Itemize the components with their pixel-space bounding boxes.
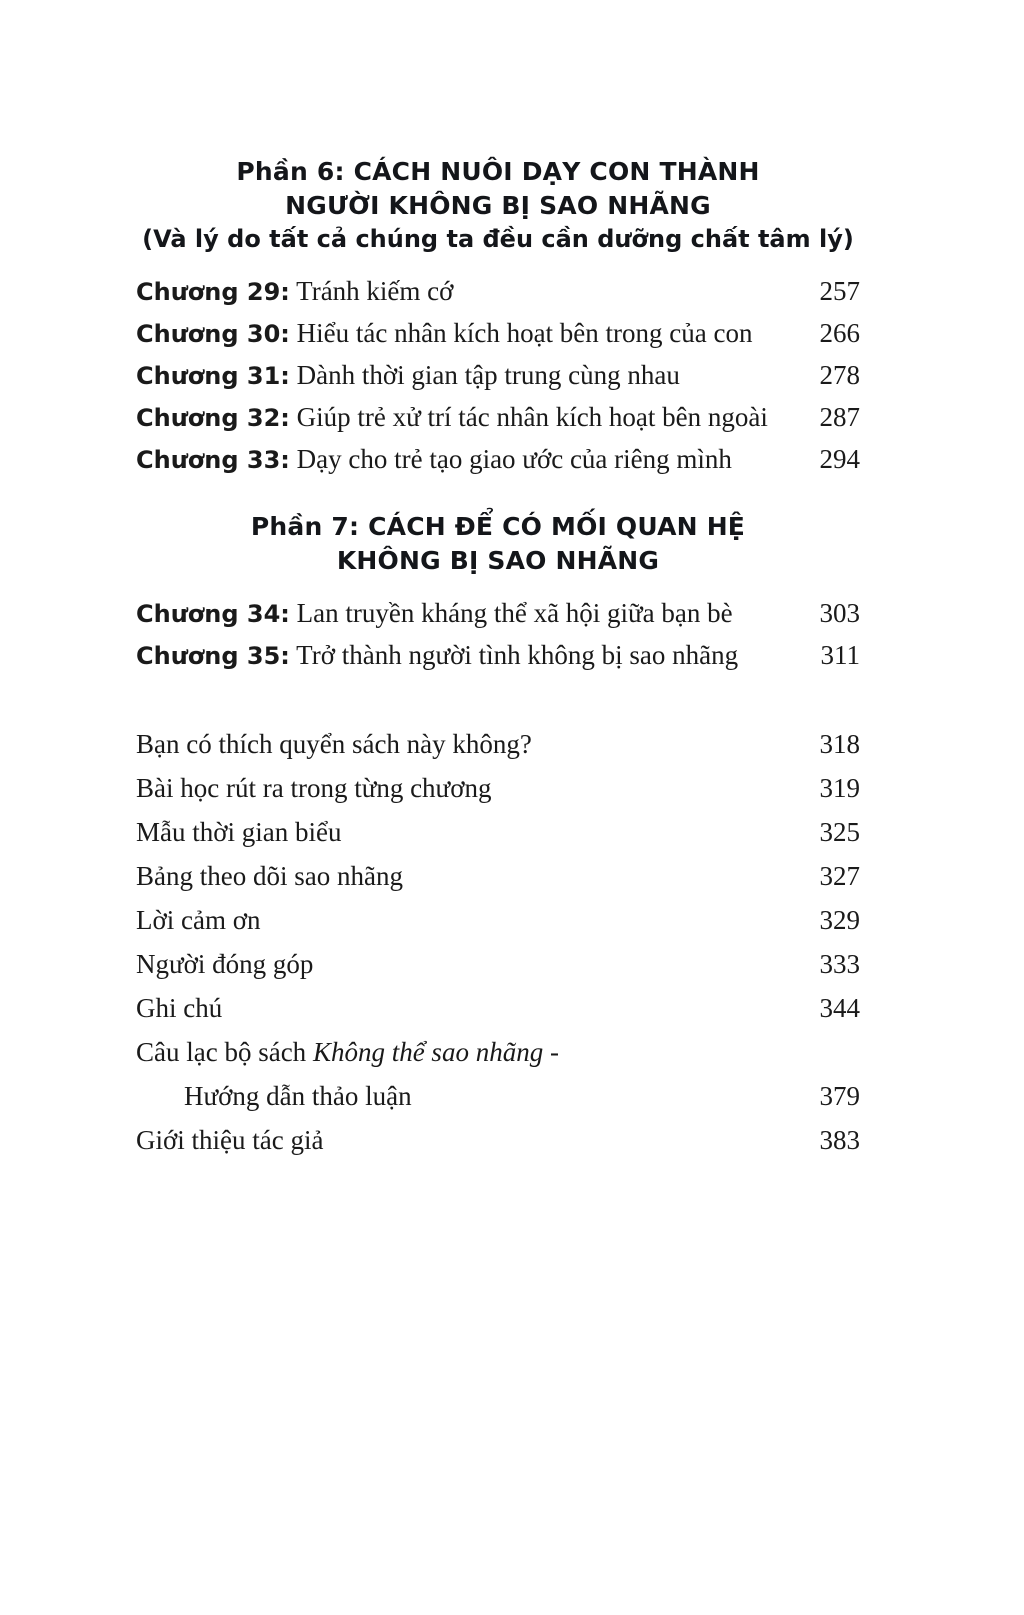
chapter-title: Lan truyền kháng thể xã hội giữa bạn bè: [296, 598, 733, 629]
chapter-number: Chương 33:: [136, 446, 290, 475]
toc-entry-label: [136, 438, 732, 480]
page-number: 266: [819, 317, 860, 348]
part-heading-6: [136, 155, 860, 256]
book-title-italic: Không thể sao nhãng: [312, 1037, 544, 1068]
backmatter-item[interactable]: [136, 1074, 860, 1118]
page-number: 327: [819, 861, 860, 892]
chapter-title: Giúp trẻ xử trí tác nhân kích hoạt bên ngoài: [296, 401, 768, 432]
chapter-number: Chương 29:: [136, 277, 290, 306]
backmatter-label-text: Câu lạc bộ sách: [136, 1037, 313, 1068]
part-heading-7-line-2: KHÔNG BỊ SAO NHÃNG: [336, 546, 660, 576]
backmatter-list: [136, 722, 860, 1162]
toc-entry-label: [136, 396, 768, 438]
backmatter-label: Mẫu thời gian biểu: [136, 817, 342, 848]
chapter-number: Chương 35:: [136, 642, 290, 671]
part-heading-6-line-2: NGƯỜI KHÔNG BỊ SAO NHÃNG: [285, 191, 711, 220]
page-number: 383: [819, 1125, 860, 1156]
toc-content: [136, 155, 860, 1162]
backmatter-item[interactable]: [136, 986, 860, 1030]
backmatter-item[interactable]: [136, 810, 860, 854]
backmatter-label-tail: -: [543, 1037, 559, 1068]
backmatter-item[interactable]: [136, 854, 860, 898]
backmatter-item[interactable]: [136, 1030, 860, 1074]
toc-entry[interactable]: [136, 312, 860, 354]
chapter-title: Dạy cho trẻ tạo giao ước của riêng mình: [296, 444, 732, 475]
toc-entry-label: [136, 354, 680, 396]
part-heading-7: [136, 510, 860, 578]
page-number: 318: [819, 729, 860, 760]
toc-entry[interactable]: [136, 270, 860, 312]
backmatter-label: Ghi chú: [136, 993, 223, 1024]
page-number: 287: [819, 401, 860, 432]
toc-entry-label: [136, 312, 752, 354]
backmatter-label: Bạn có thích quyển sách này không?: [136, 729, 532, 760]
toc-entry[interactable]: [136, 592, 860, 634]
backmatter-item[interactable]: [136, 898, 860, 942]
toc-entry[interactable]: [136, 396, 860, 438]
backmatter-label: Hướng dẫn thảo luận: [184, 1081, 412, 1112]
backmatter-label: Người đóng góp: [136, 949, 314, 980]
backmatter-item[interactable]: [136, 766, 860, 810]
chapter-title: Trở thành người tình không bị sao nhãng: [296, 640, 739, 671]
page-number: 329: [819, 905, 860, 936]
part-heading-7-line-1: Phần 7: CÁCH ĐỂ CÓ MỐI QUAN HỆ: [250, 512, 746, 542]
backmatter-label: [136, 1030, 559, 1074]
part-6-entries: [136, 270, 860, 481]
toc-entry-label: [136, 270, 453, 312]
backmatter-label: Bảng theo dõi sao nhãng: [136, 861, 403, 892]
chapter-number: Chương 31:: [136, 361, 290, 390]
chapter-title: Hiểu tác nhân kích hoạt bên trong của con: [296, 317, 753, 348]
page-number: 344: [819, 993, 860, 1024]
toc-entry-label: [136, 592, 733, 634]
backmatter-label: Giới thiệu tác giả: [136, 1125, 324, 1156]
toc-entry[interactable]: [136, 438, 860, 480]
page-number: 303: [819, 598, 860, 629]
chapter-title: Dành thời gian tập trung cùng nhau: [296, 359, 680, 390]
page-number: 325: [819, 817, 860, 848]
page-number: 333: [819, 949, 860, 980]
chapter-title: Tránh kiếm cớ: [296, 275, 454, 306]
backmatter-label: Lời cảm ơn: [136, 905, 261, 936]
page-number: 379: [819, 1081, 860, 1112]
part-heading-6-subtitle: (Và lý do tất cả chúng ta đều cần dưỡng chất tâm lý): [142, 225, 854, 253]
backmatter-label: Bài học rút ra trong từng chương: [136, 773, 492, 804]
toc-entry[interactable]: [136, 354, 860, 396]
backmatter-item[interactable]: [136, 722, 860, 766]
page-number: 294: [819, 444, 860, 475]
backmatter-item[interactable]: [136, 1118, 860, 1162]
chapter-number: Chương 32:: [136, 403, 290, 432]
part-7-entries: [136, 592, 860, 676]
page-number: 278: [819, 359, 860, 390]
chapter-number: Chương 34:: [136, 600, 290, 629]
backmatter-item[interactable]: [136, 942, 860, 986]
page-number: 311: [820, 640, 860, 671]
toc-entry-label: [136, 634, 738, 676]
section-gap: [136, 480, 860, 510]
toc-entry[interactable]: [136, 634, 860, 676]
page-number: 257: [819, 275, 860, 306]
page-number: 319: [819, 773, 860, 804]
chapter-number: Chương 30:: [136, 319, 290, 348]
part-heading-6-line-1: Phần 6: CÁCH NUÔI DẠY CON THÀNH: [236, 157, 760, 186]
